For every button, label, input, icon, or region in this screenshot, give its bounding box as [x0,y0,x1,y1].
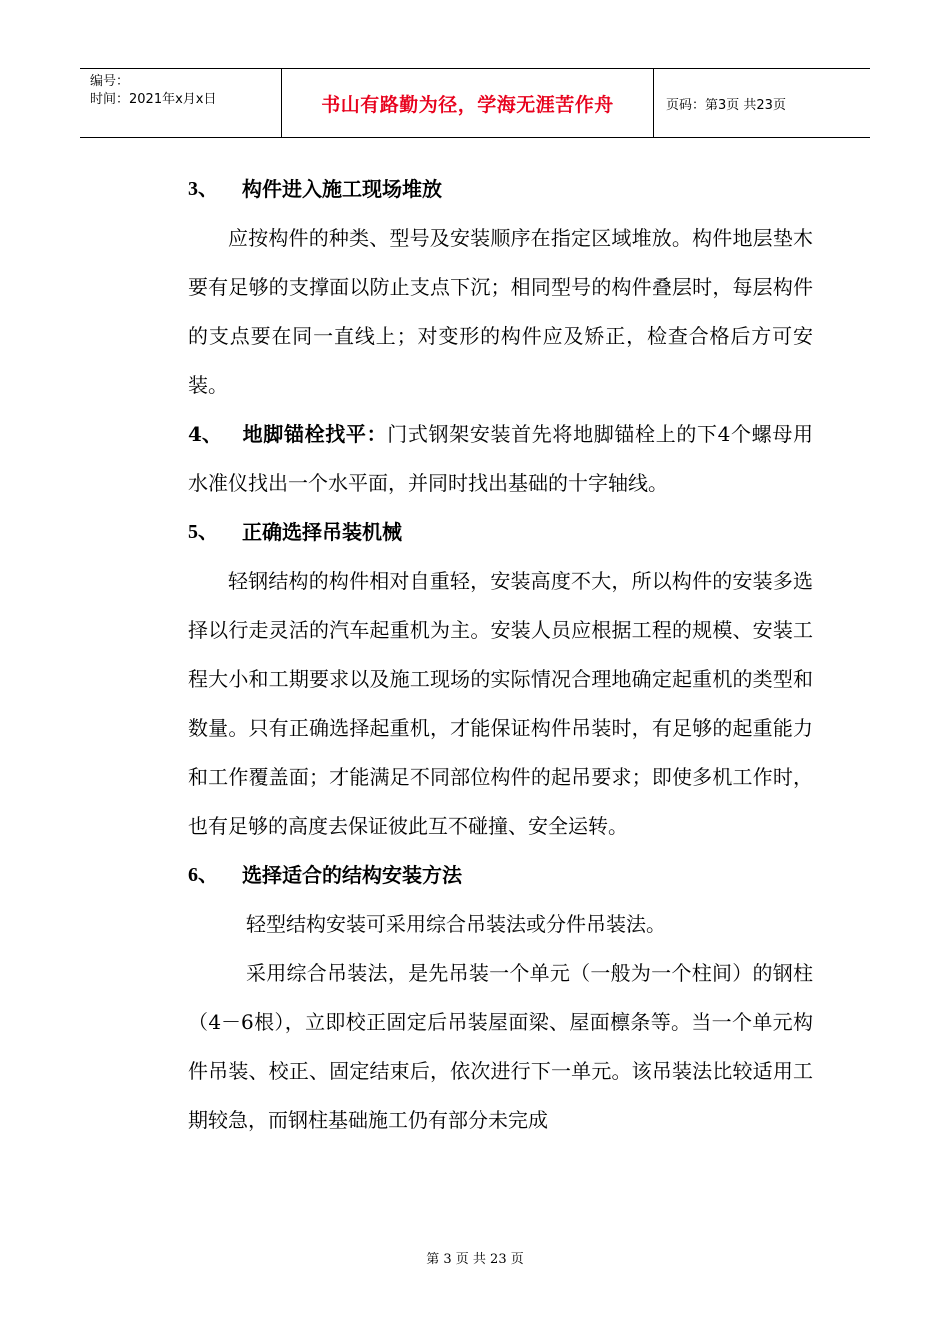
section-4-text: 门式钢架安装首先将地脚锚栓上的下4个螺母用水准仪找出一个水平面，并同时找出基础的十字轴线。 [188,422,813,495]
page-footer: 第 3 页 共 23 页 [426,1252,524,1267]
header-motto-cell [282,69,654,137]
section-4-paragraph [188,410,813,508]
section-5-heading [188,508,813,557]
section-6-number: 6、 [188,864,218,886]
section-3-heading [188,165,813,214]
header-meta-cell [80,69,282,137]
section-6-heading [188,851,813,900]
section-4-number: 4、 [188,422,222,446]
section-3-paragraph: 应按构件的种类、型号及安装顺序在指定区域堆放。构件地层垫木要有足够的支撑面以防止支点下沉；相同型号的构件叠层时，每层构件的支点要在同一直线上；对变形的构件应及矫正，检查合格后方可安装。 [188,226,813,397]
section-3-title: 构件进入施工现场堆放 [242,177,442,201]
document-date: 时间：2021年x月x日 [90,92,217,107]
section-6-paragraph-2: 采用综合吊装法，是先吊装一个单元（一般为一个柱间）的钢柱（4－6根），立即校正固定后吊装屋面梁、屋面檩条等。当一个单元构件吊装、校正、固定结束后，依次进行下一单元。该吊装法比较适用工期较急，而钢柱基础施工仍有部分未完成 [188,961,813,1132]
document-body [188,165,813,1145]
header-motto: 书山有路勤为径，学海无涯苦作舟 [321,93,614,116]
document-header [80,68,870,138]
section-5-number: 5、 [188,521,218,543]
section-3-number: 3、 [188,178,218,200]
section-5-paragraph: 轻钢结构的构件相对自重轻，安装高度不大，所以构件的安装多选择以行走灵活的汽车起重机为主。安装人员应根据工程的规模、安装工程大小和工期要求以及施工现场的实际情况合理地确定起重机的类型和数量。只有正确选择起重机，才能保证构件吊装时，有足够的起重能力和工作覆盖面；才能满足不同部位构件的起吊要求；即使多机工作时，也有足够的高度去保证彼此互不碰撞、安全运转。 [188,569,813,838]
section-6-title: 选择适合的结构安装方法 [242,863,462,887]
section-6-paragraph-1: 轻型结构安装可采用综合吊装法或分件吊装法。 [246,912,666,936]
header-page-info: 页码：第3页 共23页 [666,97,786,113]
section-4-title: 地脚锚栓找平： [242,422,388,446]
header-page-cell [654,69,870,137]
section-5-title: 正确选择吊装机械 [242,520,402,544]
document-number-label: 编号： [90,74,130,89]
